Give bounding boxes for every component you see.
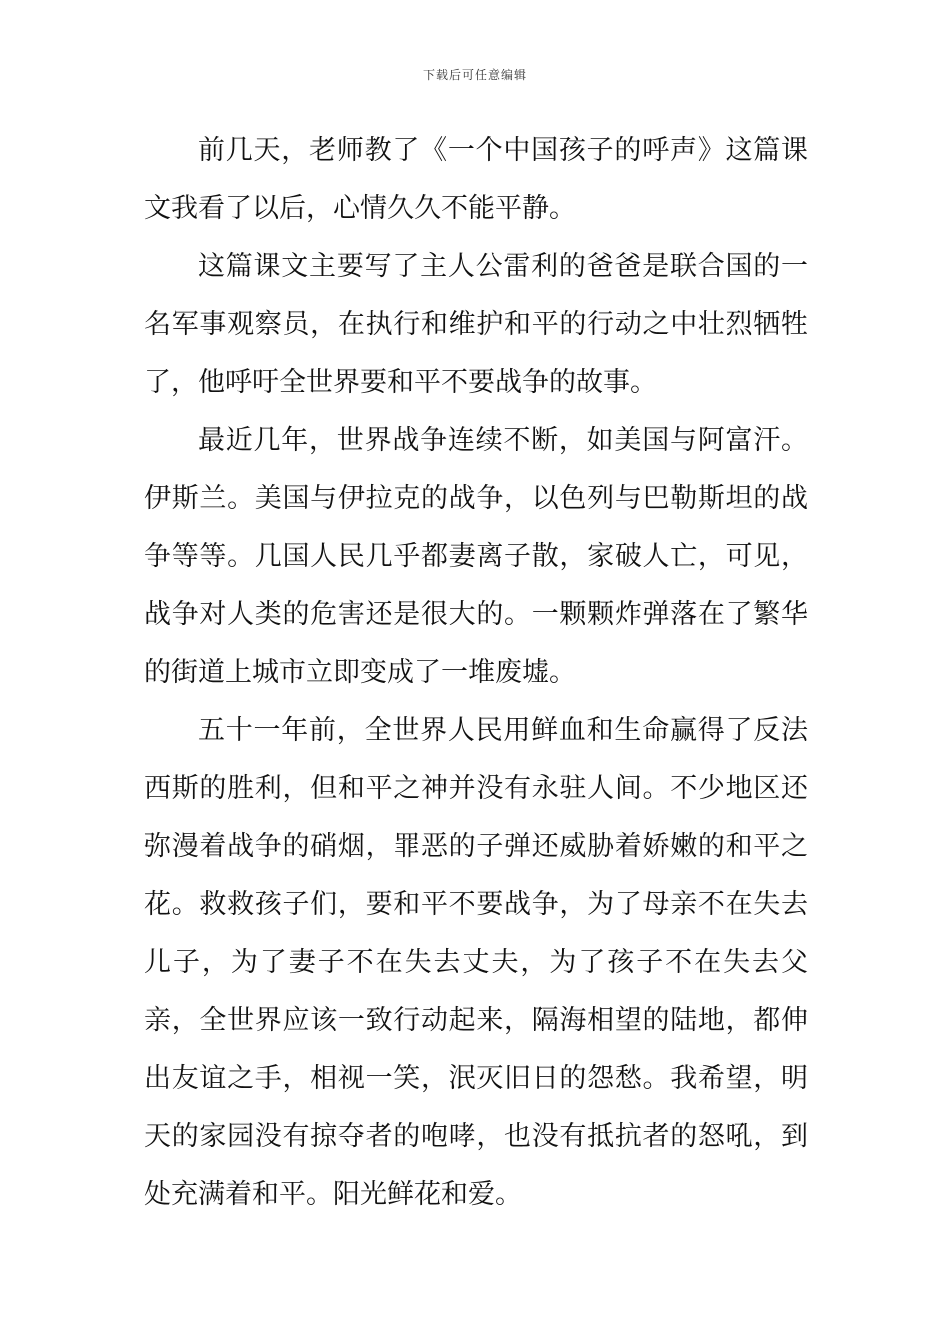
document-body bbox=[144, 122, 808, 1224]
page-header: 下载后可任意编辑 bbox=[422, 68, 527, 82]
paragraph-2: 这篇课文主要写了主人公雷利的爸爸是联合国的一名军事观察员，在执行和维护和平的行动之中壮烈牺牲了，他呼吁全世界要和平不要战争的故事。 bbox=[144, 251, 808, 398]
paragraph-1: 前几天，老师教了《一个中国孩子的呼声》这篇课文我看了以后，心情久久不能平静。 bbox=[144, 135, 808, 224]
paragraph-4: 五十一年前，全世界人民用鲜血和生命赢得了反法西斯的胜利，但和平之神并没有永驻人间。不少地区还弥漫着战争的硝烟，罪恶的子弹还威胁着娇嫩的和平之花。救救孩子们，要和平不要战争，为了母亲不在失去儿子，为了妻子不在失去丈夫，为了孩子不在失去父亲，全世界应该一致行动起来，隔海相望的陆地，都伸出友谊之手，相视一笑，泯灭旧日的怨愁。我希望，明天的家园没有掠夺者的咆哮，也没有抵抗者的怒吼，到处充满着和平。阳光鲜花和爱。 bbox=[144, 715, 808, 1210]
paragraph-3: 最近几年，世界战争连续不断，如美国与阿富汗。伊斯兰。美国与伊拉克的战争，以色列与巴勒斯坦的战争等等。几国人民几乎都妻离子散，家破人亡，可见，战争对人类的危害还是很大的。一颗颗炸弹落在了繁华的街道上城市立即变成了一堆废墟。 bbox=[144, 425, 808, 688]
